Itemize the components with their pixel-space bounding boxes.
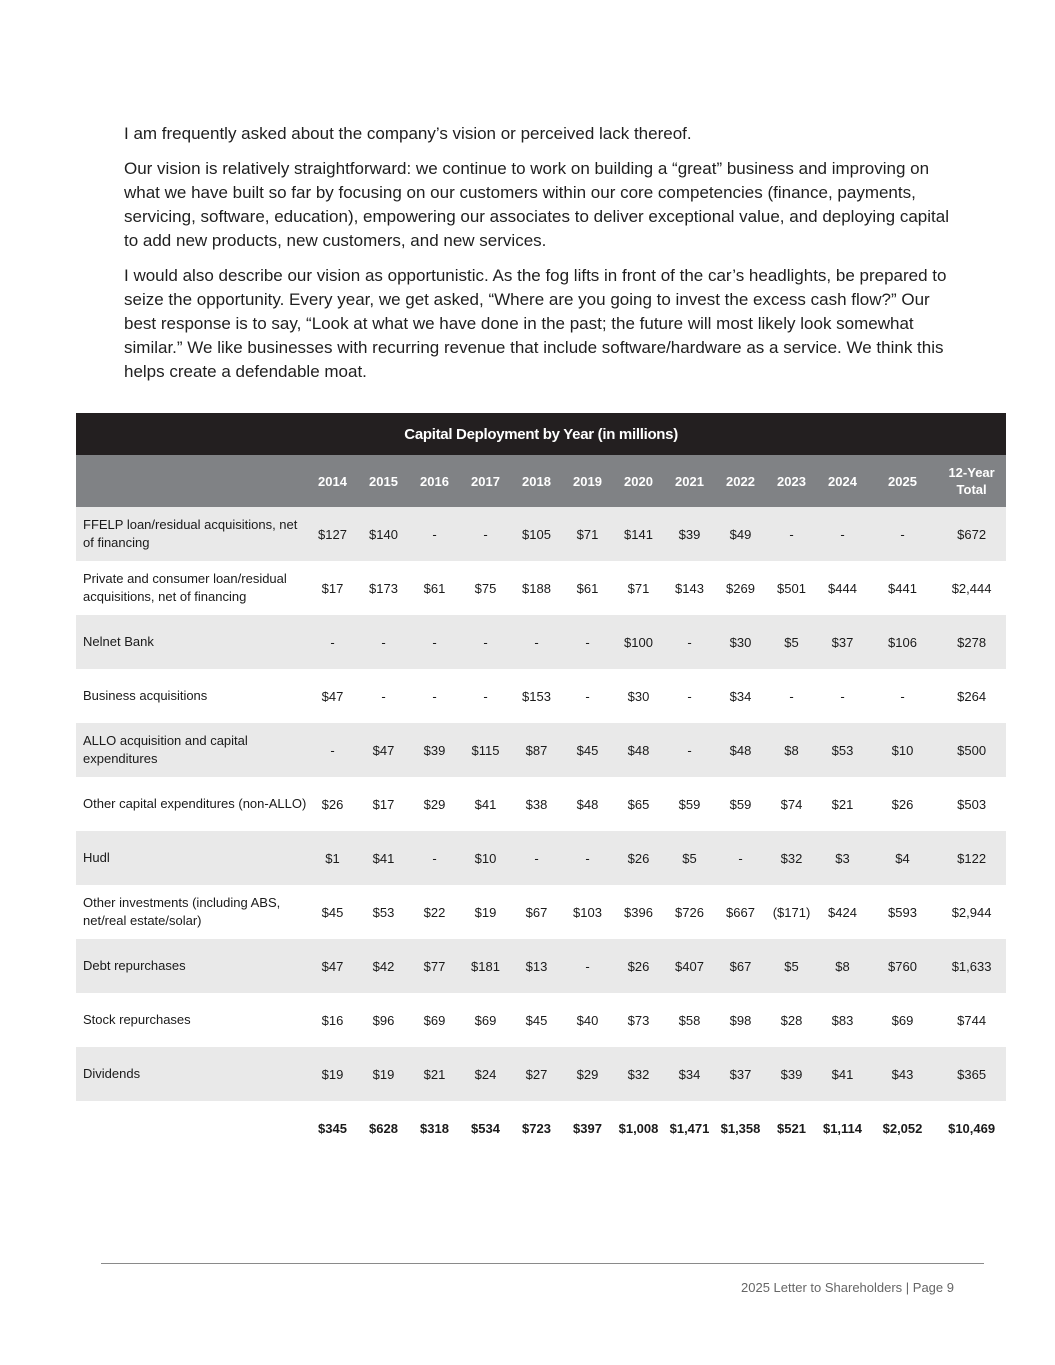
- table-cell: $67: [511, 885, 562, 939]
- table-cell: $65: [613, 777, 664, 831]
- table-cell: $53: [358, 885, 409, 939]
- paragraph: Our vision is relatively straightforward: we continue to work on building a “great” business and improving on what we have built so far by focusing on our customers within our core competencies (finance, payments, servicing, software, education), empowering our associates to deliver exceptional value, and deploying capital to add new products, new customers, and new services.: [124, 159, 949, 250]
- table-cell: -: [409, 507, 460, 561]
- table-cell: $1,633: [937, 939, 1006, 993]
- table-row: [76, 507, 1006, 561]
- row-label: Other capital expenditures (non-ALLO): [76, 777, 307, 831]
- table-cell: -: [817, 669, 868, 723]
- table-cell: $21: [817, 777, 868, 831]
- table-cell: $27: [511, 1047, 562, 1101]
- table-cell: $45: [307, 885, 358, 939]
- table-cell: $106: [868, 615, 937, 669]
- table-cell: $71: [562, 507, 613, 561]
- table-cell: $396: [613, 885, 664, 939]
- capital-deployment-table: [76, 413, 1005, 1155]
- paragraph: I am frequently asked about the company’s vision or perceived lack thereof.: [124, 124, 692, 143]
- column-header: 2018: [511, 455, 562, 507]
- table-cell: $21: [409, 1047, 460, 1101]
- total-cell: $10,469: [937, 1101, 1006, 1155]
- table-cell: $61: [409, 561, 460, 615]
- table-cell: -: [358, 669, 409, 723]
- table-row: [76, 993, 1006, 1047]
- table-cell: $34: [664, 1047, 715, 1101]
- table-cell: $41: [358, 831, 409, 885]
- table-cell: $42: [358, 939, 409, 993]
- table-cell: -: [868, 507, 937, 561]
- body-text: [124, 122, 964, 395]
- table-cell: $30: [613, 669, 664, 723]
- table-cell: $39: [664, 507, 715, 561]
- column-header: 2016: [409, 455, 460, 507]
- table-cell: $1: [307, 831, 358, 885]
- table-cell: $98: [715, 993, 766, 1047]
- table-cell: $441: [868, 561, 937, 615]
- table-cell: -: [358, 615, 409, 669]
- table-cell: $407: [664, 939, 715, 993]
- table-cell: $141: [613, 507, 664, 561]
- table-cell: $30: [715, 615, 766, 669]
- total-cell: $318: [409, 1101, 460, 1155]
- table-cell: -: [511, 831, 562, 885]
- table-cell: $122: [937, 831, 1006, 885]
- table-cell: $26: [613, 831, 664, 885]
- totals-row: [76, 1101, 1006, 1155]
- table-cell: $19: [460, 885, 511, 939]
- table-cell: $103: [562, 885, 613, 939]
- table-cell: ($171): [766, 885, 817, 939]
- table-cell: $444: [817, 561, 868, 615]
- total-cell: $345: [307, 1101, 358, 1155]
- table-cell: $4: [868, 831, 937, 885]
- table-cell: -: [766, 507, 817, 561]
- table-cell: $17: [307, 561, 358, 615]
- row-label: Other investments (including ABS, net/real estate/solar): [76, 885, 307, 939]
- table-cell: $47: [307, 939, 358, 993]
- table-cell: $173: [358, 561, 409, 615]
- table-cell: $153: [511, 669, 562, 723]
- column-header: 2023: [766, 455, 817, 507]
- table-cell: $29: [562, 1047, 613, 1101]
- total-cell: $1,114: [817, 1101, 868, 1155]
- table-cell: $744: [937, 993, 1006, 1047]
- total-cell: $1,008: [613, 1101, 664, 1155]
- table-row: [76, 885, 1006, 939]
- table-cell: $41: [460, 777, 511, 831]
- table-cell: $672: [937, 507, 1006, 561]
- table-row: [76, 939, 1006, 993]
- column-header-row: [76, 455, 1006, 507]
- table-cell: $43: [868, 1047, 937, 1101]
- table-row: [76, 723, 1006, 777]
- row-label: ALLO acquisition and capital expenditures: [76, 723, 307, 777]
- table-cell: $3: [817, 831, 868, 885]
- table-cell: $105: [511, 507, 562, 561]
- table-row: [76, 615, 1006, 669]
- table-cell: -: [409, 615, 460, 669]
- table-cell: $67: [715, 939, 766, 993]
- table-cell: $667: [715, 885, 766, 939]
- table-cell: $69: [460, 993, 511, 1047]
- table-cell: $503: [937, 777, 1006, 831]
- row-label: Stock repurchases: [76, 993, 307, 1047]
- column-header: 2021: [664, 455, 715, 507]
- table-cell: $5: [664, 831, 715, 885]
- table-cell: $24: [460, 1047, 511, 1101]
- table-body: [76, 507, 1006, 1155]
- table-cell: $16: [307, 993, 358, 1047]
- column-header: 2019: [562, 455, 613, 507]
- table-cell: $69: [868, 993, 937, 1047]
- table-cell: $278: [937, 615, 1006, 669]
- column-header: 2020: [613, 455, 664, 507]
- table-title: Capital Deployment by Year (in millions): [76, 413, 1006, 455]
- table-row: [76, 777, 1006, 831]
- table-cell: $34: [715, 669, 766, 723]
- table-cell: $13: [511, 939, 562, 993]
- total-cell: $521: [766, 1101, 817, 1155]
- table-cell: -: [307, 723, 358, 777]
- table-cell: -: [562, 831, 613, 885]
- column-header: 2025: [868, 455, 937, 507]
- table-cell: -: [307, 615, 358, 669]
- table-cell: $269: [715, 561, 766, 615]
- table-cell: -: [715, 831, 766, 885]
- table-cell: -: [817, 507, 868, 561]
- table-cell: -: [511, 615, 562, 669]
- table-cell: -: [562, 615, 613, 669]
- table-cell: -: [460, 615, 511, 669]
- column-header: 2014: [307, 455, 358, 507]
- table-cell: $26: [613, 939, 664, 993]
- table-cell: $2,944: [937, 885, 1006, 939]
- table-cell: $61: [562, 561, 613, 615]
- table-cell: $45: [562, 723, 613, 777]
- table-cell: $188: [511, 561, 562, 615]
- table-cell: $29: [409, 777, 460, 831]
- table-cell: $5: [766, 939, 817, 993]
- table-cell: -: [460, 507, 511, 561]
- table-cell: $26: [307, 777, 358, 831]
- table-cell: $71: [613, 561, 664, 615]
- table-cell: $100: [613, 615, 664, 669]
- row-label: Nelnet Bank: [76, 615, 307, 669]
- table-cell: $10: [868, 723, 937, 777]
- row-label: Debt repurchases: [76, 939, 307, 993]
- row-label: Hudl: [76, 831, 307, 885]
- table-cell: $22: [409, 885, 460, 939]
- row-label: Business acquisitions: [76, 669, 307, 723]
- table-cell: $17: [358, 777, 409, 831]
- column-header-blank: [76, 455, 307, 507]
- table-cell: $424: [817, 885, 868, 939]
- table-cell: -: [664, 723, 715, 777]
- footer-divider: [101, 1263, 984, 1264]
- column-header: 12-Year Total: [937, 455, 1006, 507]
- table-cell: -: [664, 669, 715, 723]
- table-cell: $2,444: [937, 561, 1006, 615]
- table-cell: $38: [511, 777, 562, 831]
- table-cell: $49: [715, 507, 766, 561]
- table-cell: $77: [409, 939, 460, 993]
- table-cell: $48: [715, 723, 766, 777]
- table-row: [76, 831, 1006, 885]
- total-cell: $2,052: [868, 1101, 937, 1155]
- total-cell: $628: [358, 1101, 409, 1155]
- table-cell: $5: [766, 615, 817, 669]
- row-label: FFELP loan/residual acquisitions, net of financing: [76, 507, 307, 561]
- table-cell: $74: [766, 777, 817, 831]
- column-header: 2017: [460, 455, 511, 507]
- table-cell: $96: [358, 993, 409, 1047]
- total-cell: $1,358: [715, 1101, 766, 1155]
- table-cell: $59: [715, 777, 766, 831]
- table-cell: $73: [613, 993, 664, 1047]
- table-cell: $53: [817, 723, 868, 777]
- table-cell: $593: [868, 885, 937, 939]
- table-cell: $39: [766, 1047, 817, 1101]
- table-cell: $48: [562, 777, 613, 831]
- row-label: Dividends: [76, 1047, 307, 1101]
- table-cell: $181: [460, 939, 511, 993]
- table-cell: -: [664, 615, 715, 669]
- table-cell: $8: [766, 723, 817, 777]
- table-cell: $48: [613, 723, 664, 777]
- table-cell: $19: [307, 1047, 358, 1101]
- table-cell: $37: [715, 1047, 766, 1101]
- total-cell: $723: [511, 1101, 562, 1155]
- column-header: 2022: [715, 455, 766, 507]
- table-cell: $365: [937, 1047, 1006, 1101]
- total-cell: $397: [562, 1101, 613, 1155]
- paragraph: I would also describe our vision as opportunistic. As the fog lifts in front of the car’s headlights, be prepared to seize the opportunity. Every year, we get asked, “Where are you going to invest the excess cash flow?” Our best response is to say, “Look at what we have done in the past; the future will most likely look somewhat similar.” We like businesses with recurring revenue that include software/hardware as a service. We think this helps create a defendable moat.: [124, 266, 947, 381]
- column-header: 2024: [817, 455, 868, 507]
- table-cell: $37: [817, 615, 868, 669]
- table-cell: -: [562, 669, 613, 723]
- table-cell: $726: [664, 885, 715, 939]
- table-cell: $45: [511, 993, 562, 1047]
- table-cell: $58: [664, 993, 715, 1047]
- table-row: [76, 669, 1006, 723]
- table-cell: -: [409, 669, 460, 723]
- table-cell: $140: [358, 507, 409, 561]
- table-cell: $19: [358, 1047, 409, 1101]
- totals-label-blank: [76, 1101, 307, 1155]
- table-cell: $83: [817, 993, 868, 1047]
- table-cell: $32: [766, 831, 817, 885]
- table-cell: $26: [868, 777, 937, 831]
- table-cell: -: [868, 669, 937, 723]
- table-row: [76, 561, 1006, 615]
- table-cell: $760: [868, 939, 937, 993]
- page-footer: 2025 Letter to Shareholders | Page 9: [741, 1280, 954, 1295]
- table-cell: $500: [937, 723, 1006, 777]
- table-cell: $87: [511, 723, 562, 777]
- total-cell: $534: [460, 1101, 511, 1155]
- table-cell: $75: [460, 561, 511, 615]
- table-cell: $47: [307, 669, 358, 723]
- table-cell: -: [409, 831, 460, 885]
- total-cell: $1,471: [664, 1101, 715, 1155]
- table-cell: $39: [409, 723, 460, 777]
- table-cell: $41: [817, 1047, 868, 1101]
- table-cell: $264: [937, 669, 1006, 723]
- table-cell: -: [460, 669, 511, 723]
- table-cell: $8: [817, 939, 868, 993]
- table-cell: $32: [613, 1047, 664, 1101]
- table-cell: -: [562, 939, 613, 993]
- row-label: Private and consumer loan/residual acquisitions, net of financing: [76, 561, 307, 615]
- table-cell: $40: [562, 993, 613, 1047]
- table-row: [76, 1047, 1006, 1101]
- table-cell: $69: [409, 993, 460, 1047]
- table-cell: $10: [460, 831, 511, 885]
- column-header: 2015: [358, 455, 409, 507]
- table-cell: $501: [766, 561, 817, 615]
- table-cell: $59: [664, 777, 715, 831]
- table-cell: $143: [664, 561, 715, 615]
- table-cell: $127: [307, 507, 358, 561]
- table-cell: $28: [766, 993, 817, 1047]
- table-cell: $115: [460, 723, 511, 777]
- table-cell: -: [766, 669, 817, 723]
- table-cell: $47: [358, 723, 409, 777]
